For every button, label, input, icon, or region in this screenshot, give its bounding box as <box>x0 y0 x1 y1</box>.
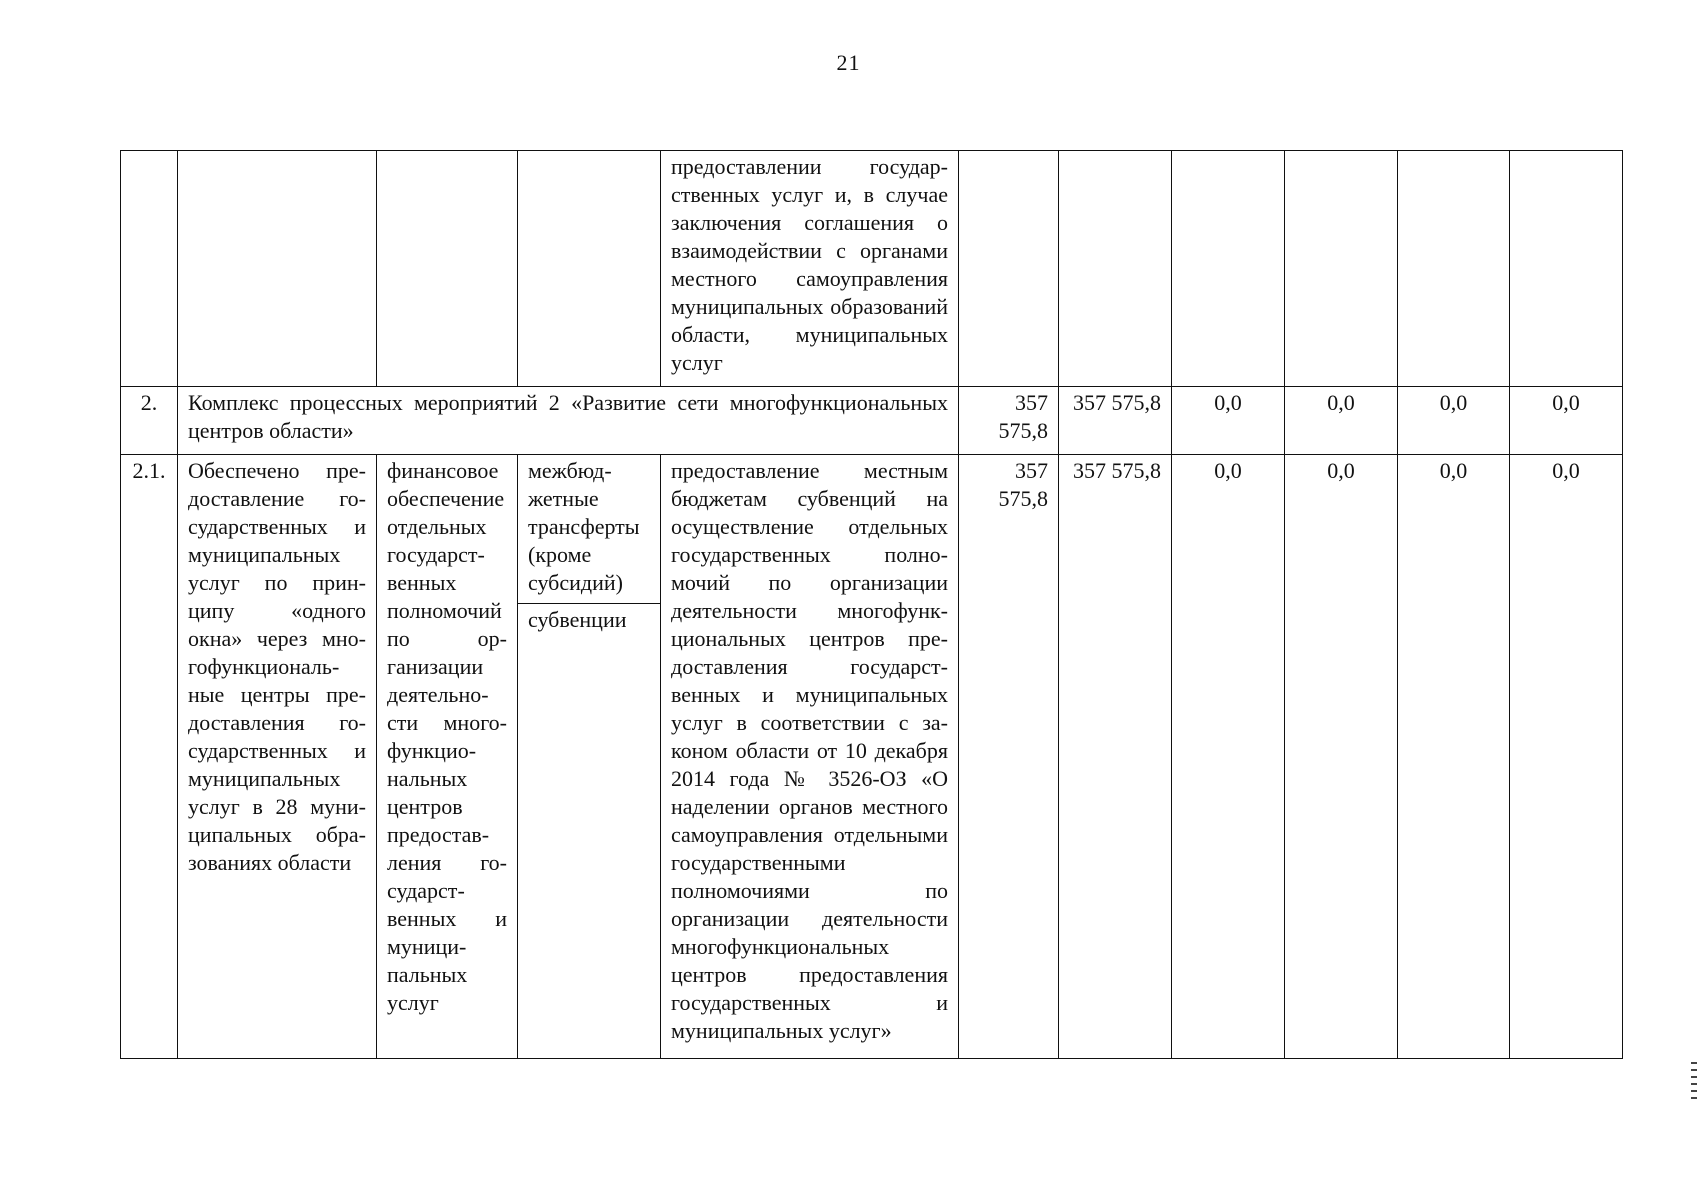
program-table <box>120 150 1623 1059</box>
cell-value: 0,0 <box>1510 387 1623 455</box>
page-number: 21 <box>836 50 861 75</box>
cell-result: Обеспечено предоставление государственных и муниципальных услуг по принципу «одного окна» через многофункциональные центры предоставления государственных и муниципальных услуг в 28 муниципальных образованиях области <box>178 455 377 1059</box>
cell-empty <box>121 151 178 387</box>
cell-value: 0,0 <box>1510 455 1623 1059</box>
transfer-subtype: субвенции <box>528 607 627 632</box>
cell-empty <box>518 151 661 387</box>
cell-activity-type: финансовое обеспечение отдельных государственных полномочий по организации деятельности многофункциональных центров предоставления государственных и муниципальных услуг <box>377 455 518 1059</box>
table-row-complex <box>121 387 1623 455</box>
cell-value: 0,0 <box>1172 455 1285 1059</box>
cell-row-number: 2. <box>121 387 178 455</box>
cell-value: 357 575,8 <box>1059 387 1172 455</box>
cell-empty <box>178 151 377 387</box>
cell-empty <box>959 151 1059 387</box>
cell-empty <box>1285 151 1398 387</box>
cell-value: 357 575,8 <box>959 455 1059 1059</box>
cell-description: предоставлении государственных услуг и, в случае заключения соглашения о взаимодействии с органами местного самоуправления муниципальных образований области, муниципальных услуг <box>661 151 959 387</box>
cell-transfer <box>518 455 661 1059</box>
cell-empty <box>1398 151 1510 387</box>
cell-complex-title: Комплекс процессных мероприятий 2 «Развитие сети многофункциональных центров области» <box>178 387 959 455</box>
cell-value: 0,0 <box>1398 455 1510 1059</box>
cell-row-number: 2.1. <box>121 455 178 1059</box>
cell-value: 0,0 <box>1285 455 1398 1059</box>
scan-edge-marks <box>1691 1062 1697 1104</box>
transfer-type: межбюджетные трансферты (кроме субсидий) <box>518 455 660 604</box>
cell-empty <box>1059 151 1172 387</box>
table-row-task <box>121 455 1623 1059</box>
cell-empty <box>1510 151 1623 387</box>
cell-value: 357 575,8 <box>1059 455 1172 1059</box>
table-row-continued <box>121 151 1623 387</box>
cell-value: 0,0 <box>1285 387 1398 455</box>
cell-value: 0,0 <box>1172 387 1285 455</box>
cell-value: 0,0 <box>1398 387 1510 455</box>
cell-empty <box>1172 151 1285 387</box>
cell-empty <box>377 151 518 387</box>
cell-value: 357 575,8 <box>959 387 1059 455</box>
cell-description: предоставление местным бюджетам субвенций на осуществление отдельных государственных полномочий по организации деятельности многофункциональных центров предоставления государственных и муниципальных услуг в соответствии с законом области от 10 декабря 2014 года № 3526-ОЗ «О наделении органов местного самоуправления отдельными государственными полномочиями по организации деятельности многофункциональных центров предоставления государственных и муниципальных услуг» <box>661 455 959 1059</box>
